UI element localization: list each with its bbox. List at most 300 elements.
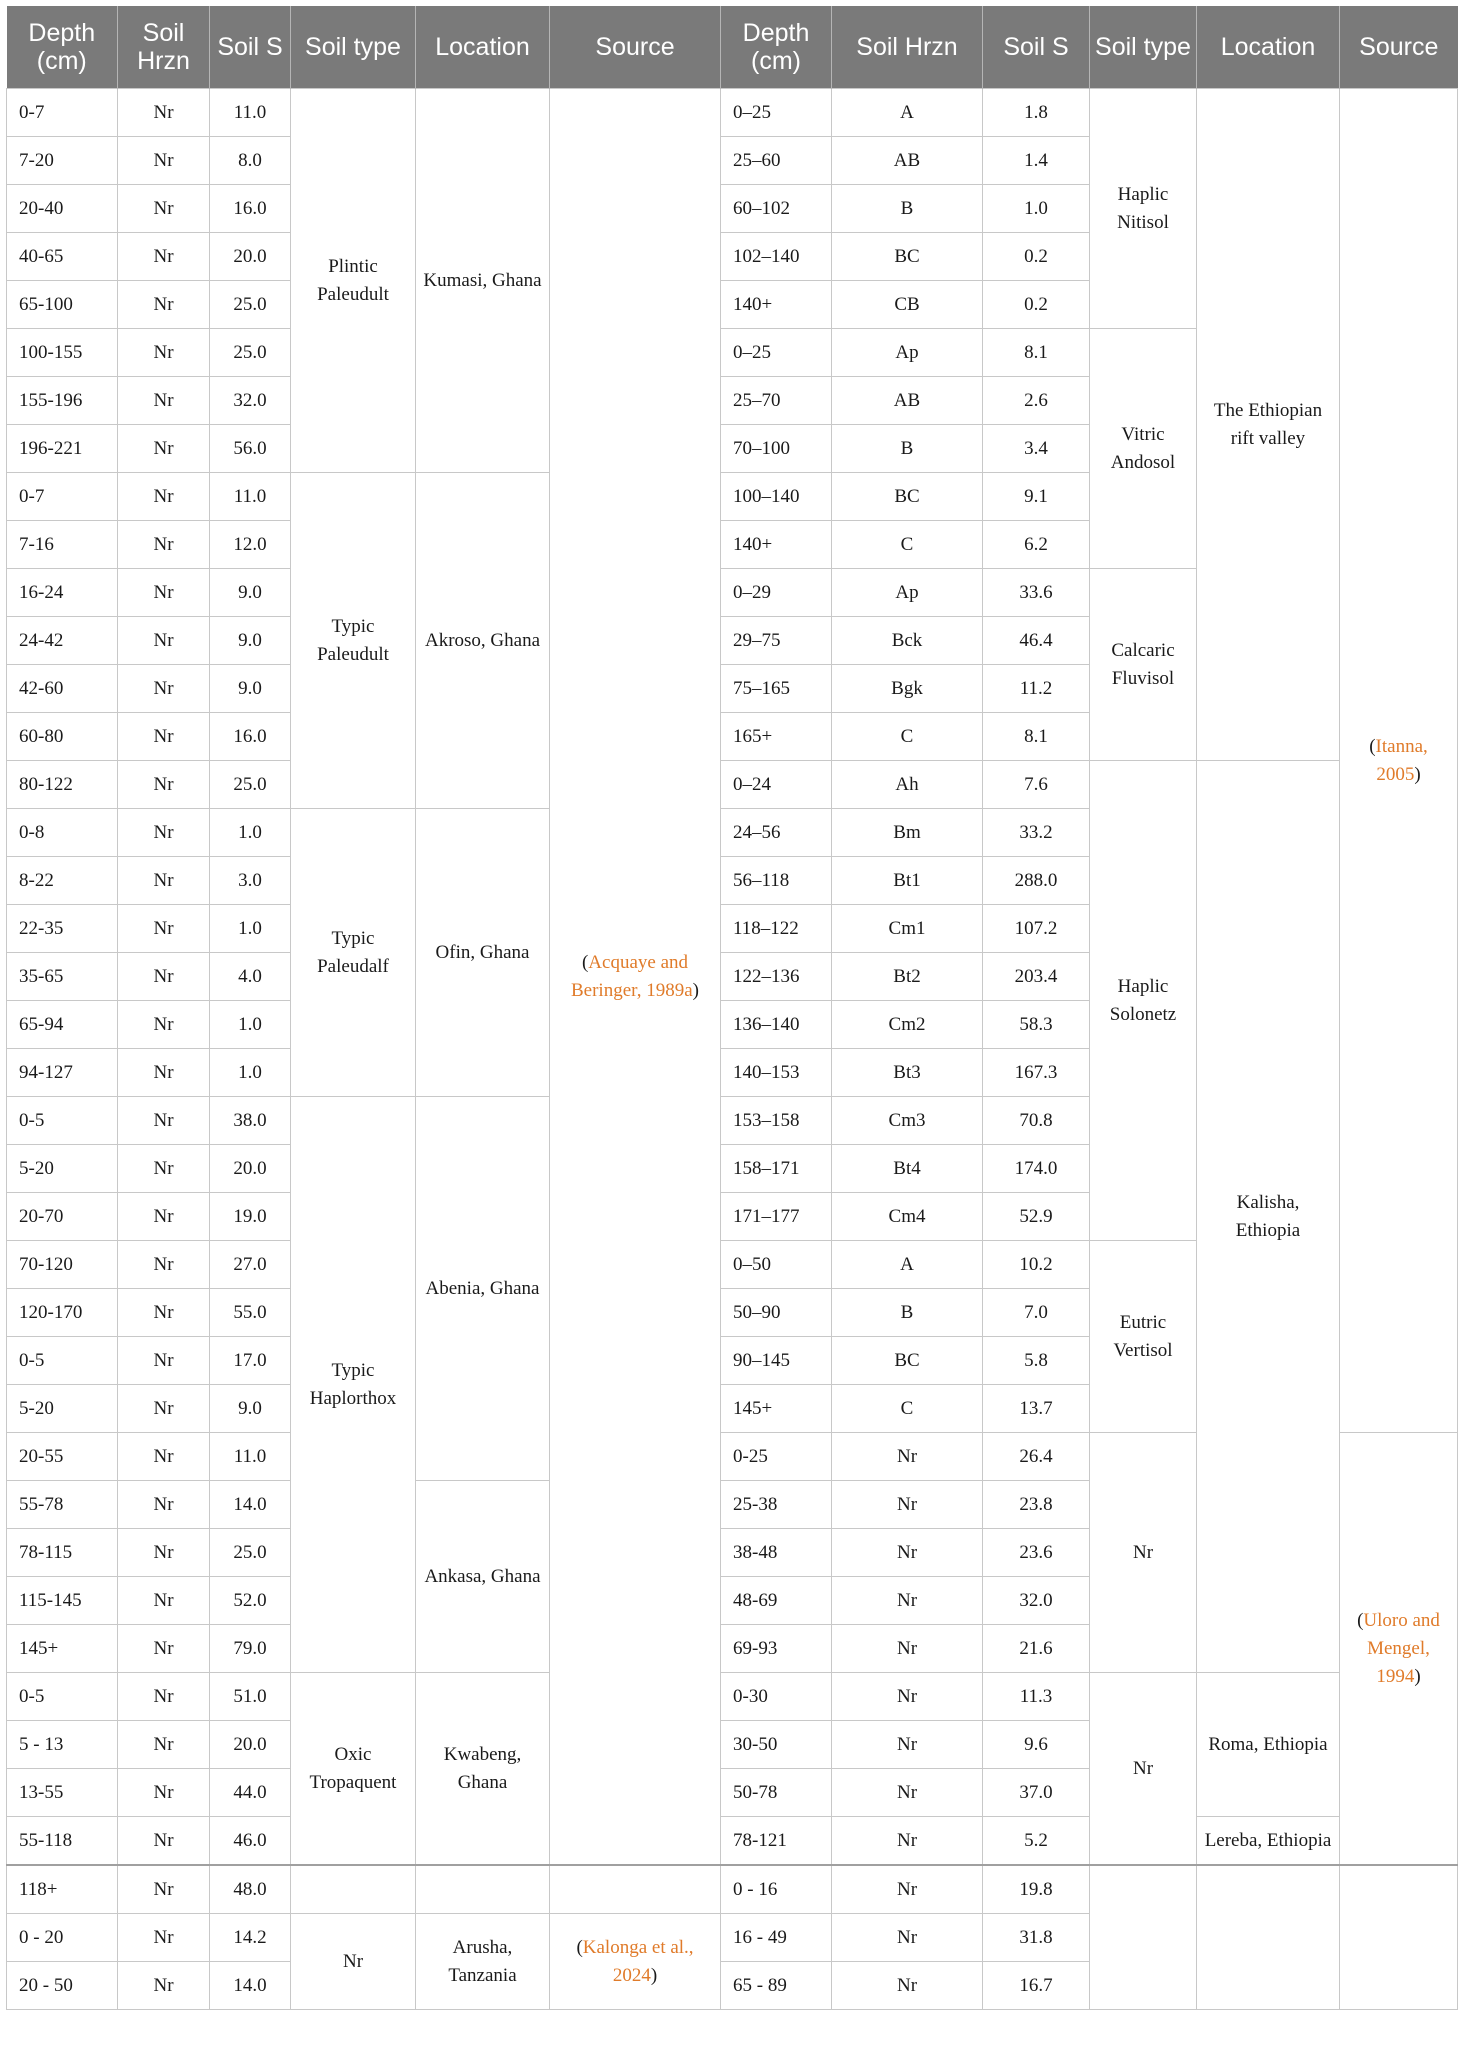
- location-cell: [416, 89, 550, 473]
- depth-cell-right: 25-38: [721, 1481, 832, 1529]
- location-cell: [416, 473, 550, 809]
- soil-s-cell: 46.0: [210, 1817, 291, 1866]
- soil-horizon-cell: Nr: [118, 713, 210, 761]
- soil-s-cell-right: 21.6: [983, 1625, 1090, 1673]
- soil-horizon-cell: Nr: [118, 233, 210, 281]
- depth-cell-right: 118–122: [721, 905, 832, 953]
- soil-sulfur-table: [6, 6, 1458, 2010]
- citation-link[interactable]: Acquaye and Beringer, 1989a: [571, 951, 693, 1001]
- header-depth: Depth (cm): [7, 6, 118, 89]
- citation-open-paren: (: [1369, 735, 1376, 757]
- soil-type-cell-right-text: Haplic Nitisol: [1117, 183, 1169, 233]
- depth-cell-right: 171–177: [721, 1193, 832, 1241]
- location-cell-right-text: Kalisha, Ethiopia: [1235, 1191, 1301, 1241]
- depth-cell-right: 30-50: [721, 1721, 832, 1769]
- soil-type-cell: [291, 1914, 416, 2010]
- soil-s-cell: 17.0: [210, 1337, 291, 1385]
- soil-s-cell-right: 0.2: [983, 281, 1090, 329]
- soil-s-cell-right: 8.1: [983, 713, 1090, 761]
- soil-horizon-cell-right: A: [832, 89, 983, 137]
- soil-type-cell-text: Nr: [342, 1950, 364, 1972]
- soil-horizon-cell: Nr: [118, 1385, 210, 1433]
- soil-s-cell-right: 13.7: [983, 1385, 1090, 1433]
- soil-s-cell-right: 288.0: [983, 857, 1090, 905]
- soil-s-cell: 25.0: [210, 1529, 291, 1577]
- soil-s-cell-right: 70.8: [983, 1097, 1090, 1145]
- depth-cell-right: 0–50: [721, 1241, 832, 1289]
- soil-s-cell: 8.0: [210, 137, 291, 185]
- depth-cell-right: 50-78: [721, 1769, 832, 1817]
- soil-horizon-cell-right: AB: [832, 377, 983, 425]
- header-soil-horizon-2: Soil Hrzn: [832, 6, 983, 89]
- depth-cell: 60-80: [7, 713, 118, 761]
- header-soil-s: Soil S: [210, 6, 291, 89]
- soil-horizon-cell: Nr: [118, 761, 210, 809]
- depth-cell-right: 75–165: [721, 665, 832, 713]
- soil-horizon-cell-right: B: [832, 185, 983, 233]
- header-soil-type: Soil type: [291, 6, 416, 89]
- soil-type-cell-right-text: Calcaric Fluvisol: [1111, 639, 1175, 689]
- soil-horizon-cell-right: Bt2: [832, 953, 983, 1001]
- source-cell-right: [1340, 1433, 1458, 1866]
- soil-type-cell-right-text: Nr: [1132, 1541, 1154, 1563]
- soil-horizon-cell-right: B: [832, 1289, 983, 1337]
- source-cell: [550, 1865, 721, 1914]
- citation-link[interactable]: Uloro and Mengel, 1994: [1363, 1609, 1440, 1687]
- depth-cell: 145+: [7, 1625, 118, 1673]
- header-soil-horizon: Soil Hrzn: [118, 6, 210, 89]
- depth-cell: 5-20: [7, 1385, 118, 1433]
- soil-s-cell: 12.0: [210, 521, 291, 569]
- depth-cell: 35-65: [7, 953, 118, 1001]
- location-cell-right: [1197, 89, 1340, 761]
- depth-cell-right: 48-69: [721, 1577, 832, 1625]
- soil-s-cell: 14.0: [210, 1481, 291, 1529]
- soil-s-cell: 20.0: [210, 1721, 291, 1769]
- depth-cell: 8-22: [7, 857, 118, 905]
- soil-horizon-cell: Nr: [118, 1193, 210, 1241]
- location-cell-right: [1197, 761, 1340, 1673]
- soil-type-cell: [291, 809, 416, 1097]
- soil-horizon-cell: Nr: [118, 1145, 210, 1193]
- depth-cell-right: 165+: [721, 713, 832, 761]
- location-cell-text: Kwabeng, Ghana: [443, 1743, 522, 1793]
- depth-cell: 118+: [7, 1865, 118, 1914]
- depth-cell-right: 56–118: [721, 857, 832, 905]
- depth-cell-right: 140+: [721, 281, 832, 329]
- soil-horizon-cell: Nr: [118, 185, 210, 233]
- soil-s-cell-right: 8.1: [983, 329, 1090, 377]
- depth-cell-right: 50–90: [721, 1289, 832, 1337]
- soil-s-cell-right: 107.2: [983, 905, 1090, 953]
- citation-open-paren: (: [1357, 1609, 1364, 1631]
- header-source: Source: [550, 6, 721, 89]
- soil-s-cell: 25.0: [210, 281, 291, 329]
- header-source-2: Source: [1340, 6, 1458, 89]
- soil-horizon-cell: Nr: [118, 1673, 210, 1721]
- soil-horizon-cell: Nr: [118, 1721, 210, 1769]
- soil-type-cell: [291, 89, 416, 473]
- header-soil-type-2: Soil type: [1090, 6, 1197, 89]
- soil-horizon-cell-right: Nr: [832, 1962, 983, 2010]
- soil-s-cell-right: 6.2: [983, 521, 1090, 569]
- soil-horizon-cell-right: BC: [832, 233, 983, 281]
- soil-s-cell-right: 32.0: [983, 1577, 1090, 1625]
- soil-s-cell-right: 58.3: [983, 1001, 1090, 1049]
- citation-link[interactable]: Kalonga et al., 2024: [582, 1936, 694, 1986]
- depth-cell: 55-118: [7, 1817, 118, 1866]
- soil-s-cell: 4.0: [210, 953, 291, 1001]
- source-cell: [550, 1914, 721, 2010]
- depth-cell: 0-5: [7, 1097, 118, 1145]
- soil-horizon-cell-right: Cm1: [832, 905, 983, 953]
- soil-s-cell-right: 23.8: [983, 1481, 1090, 1529]
- soil-type-cell-right-text: Nr: [1132, 1757, 1154, 1779]
- depth-cell: 5-20: [7, 1145, 118, 1193]
- depth-cell: 0-7: [7, 473, 118, 521]
- table-row: [7, 1817, 1458, 1866]
- citation-open-paren: (: [576, 1936, 583, 1958]
- soil-horizon-cell-right: Ap: [832, 569, 983, 617]
- soil-horizon-cell-right: Ap: [832, 329, 983, 377]
- soil-horizon-cell-right: C: [832, 521, 983, 569]
- soil-horizon-cell: Nr: [118, 1433, 210, 1481]
- table-row: [7, 761, 1458, 809]
- soil-s-cell: 1.0: [210, 1001, 291, 1049]
- soil-horizon-cell: Nr: [118, 1769, 210, 1817]
- soil-s-cell-right: 11.2: [983, 665, 1090, 713]
- location-cell-text: Abenia, Ghana: [425, 1277, 540, 1299]
- header-location-2: Location: [1197, 6, 1340, 89]
- soil-horizon-cell: Nr: [118, 521, 210, 569]
- soil-horizon-cell: Nr: [118, 953, 210, 1001]
- soil-s-cell-right: 1.0: [983, 185, 1090, 233]
- soil-horizon-cell: Nr: [118, 425, 210, 473]
- depth-cell: 22-35: [7, 905, 118, 953]
- location-cell-text: Akroso, Ghana: [424, 629, 541, 651]
- depth-cell: 100-155: [7, 329, 118, 377]
- depth-cell-right: 60–102: [721, 185, 832, 233]
- depth-cell-right: 0-30: [721, 1673, 832, 1721]
- header-location: Location: [416, 6, 550, 89]
- location-cell-right-text: Lereba, Ethiopia: [1204, 1829, 1332, 1851]
- soil-horizon-cell-right: Nr: [832, 1673, 983, 1721]
- soil-s-cell-right: 19.8: [983, 1865, 1090, 1914]
- soil-s-cell: 20.0: [210, 1145, 291, 1193]
- depth-cell-right: 0–25: [721, 329, 832, 377]
- soil-horizon-cell: Nr: [118, 905, 210, 953]
- location-cell-text: Arusha, Tanzania: [448, 1936, 517, 1986]
- location-cell: [416, 1097, 550, 1481]
- soil-horizon-cell-right: Nr: [832, 1769, 983, 1817]
- soil-s-cell: 9.0: [210, 665, 291, 713]
- soil-horizon-cell-right: Nr: [832, 1817, 983, 1866]
- location-cell-text: Ofin, Ghana: [435, 941, 530, 963]
- soil-horizon-cell: Nr: [118, 1625, 210, 1673]
- depth-cell-right: 16 - 49: [721, 1914, 832, 1962]
- location-cell-right-text: Roma, Ethiopia: [1208, 1733, 1328, 1755]
- location-cell-text: Kumasi, Ghana: [423, 269, 542, 291]
- soil-s-cell: 16.0: [210, 713, 291, 761]
- soil-s-cell-right: 2.6: [983, 377, 1090, 425]
- location-cell: [416, 1865, 550, 1914]
- soil-s-cell: 9.0: [210, 569, 291, 617]
- depth-cell-right: 136–140: [721, 1001, 832, 1049]
- soil-type-cell-text: Typic Paleudult: [317, 615, 389, 665]
- soil-s-cell-right: 3.4: [983, 425, 1090, 473]
- soil-s-cell-right: 23.6: [983, 1529, 1090, 1577]
- soil-horizon-cell: Nr: [118, 1577, 210, 1625]
- depth-cell-right: 102–140: [721, 233, 832, 281]
- depth-cell-right: 29–75: [721, 617, 832, 665]
- soil-s-cell-right: 52.9: [983, 1193, 1090, 1241]
- depth-cell-right: 90–145: [721, 1337, 832, 1385]
- location-cell-right-text: The Ethiopian rift valley: [1213, 399, 1323, 449]
- soil-type-cell-right: [1090, 1241, 1197, 1433]
- depth-cell: 0 - 20: [7, 1914, 118, 1962]
- soil-s-cell: 27.0: [210, 1241, 291, 1289]
- depth-cell: 65-94: [7, 1001, 118, 1049]
- soil-s-cell-right: 46.4: [983, 617, 1090, 665]
- soil-s-cell: 55.0: [210, 1289, 291, 1337]
- soil-s-cell: 3.0: [210, 857, 291, 905]
- soil-horizon-cell: Nr: [118, 1865, 210, 1914]
- soil-horizon-cell-right: Nr: [832, 1625, 983, 1673]
- soil-horizon-cell-right: C: [832, 713, 983, 761]
- soil-type-cell: [291, 1865, 416, 1914]
- soil-type-cell-right: [1090, 761, 1197, 1241]
- location-cell: [416, 1481, 550, 1673]
- citation-close-paren: ): [650, 1964, 658, 1986]
- soil-horizon-cell-right: Cm2: [832, 1001, 983, 1049]
- location-cell-right: [1197, 1865, 1340, 2010]
- soil-s-cell: 19.0: [210, 1193, 291, 1241]
- soil-horizon-cell-right: Bck: [832, 617, 983, 665]
- soil-horizon-cell-right: A: [832, 1241, 983, 1289]
- depth-cell: 24-42: [7, 617, 118, 665]
- soil-s-cell-right: 9.1: [983, 473, 1090, 521]
- soil-horizon-cell: Nr: [118, 1962, 210, 2010]
- source-cell-right: [1340, 89, 1458, 1433]
- soil-s-cell: 16.0: [210, 185, 291, 233]
- soil-s-cell: 1.0: [210, 1049, 291, 1097]
- soil-horizon-cell-right: Bgk: [832, 665, 983, 713]
- depth-cell-right: 38-48: [721, 1529, 832, 1577]
- depth-cell: 20-70: [7, 1193, 118, 1241]
- depth-cell: 0-5: [7, 1673, 118, 1721]
- soil-horizon-cell: Nr: [118, 89, 210, 137]
- soil-s-cell: 20.0: [210, 233, 291, 281]
- soil-horizon-cell: Nr: [118, 1529, 210, 1577]
- location-cell: [416, 1673, 550, 1866]
- soil-s-cell-right: 26.4: [983, 1433, 1090, 1481]
- soil-s-cell-right: 33.2: [983, 809, 1090, 857]
- soil-s-cell-right: 33.6: [983, 569, 1090, 617]
- table-row: [7, 1673, 1458, 1721]
- soil-s-cell: 11.0: [210, 89, 291, 137]
- depth-cell: 20 - 50: [7, 1962, 118, 2010]
- soil-s-cell: 9.0: [210, 1385, 291, 1433]
- depth-cell: 20-55: [7, 1433, 118, 1481]
- depth-cell: 78-115: [7, 1529, 118, 1577]
- soil-horizon-cell: Nr: [118, 617, 210, 665]
- depth-cell-right: 140–153: [721, 1049, 832, 1097]
- soil-horizon-cell-right: B: [832, 425, 983, 473]
- depth-cell: 7-16: [7, 521, 118, 569]
- location-cell-right: [1197, 1673, 1340, 1817]
- soil-horizon-cell-right: Nr: [832, 1529, 983, 1577]
- depth-cell: 196-221: [7, 425, 118, 473]
- soil-horizon-cell-right: Nr: [832, 1433, 983, 1481]
- soil-horizon-cell-right: CB: [832, 281, 983, 329]
- soil-s-cell-right: 16.7: [983, 1962, 1090, 2010]
- header-row: [7, 6, 1458, 89]
- soil-s-cell-right: 37.0: [983, 1769, 1090, 1817]
- soil-s-cell: 25.0: [210, 761, 291, 809]
- soil-horizon-cell-right: Nr: [832, 1721, 983, 1769]
- source-cell: [550, 89, 721, 1866]
- soil-type-cell-right: [1090, 329, 1197, 569]
- depth-cell-right: 70–100: [721, 425, 832, 473]
- depth-cell-right: 158–171: [721, 1145, 832, 1193]
- depth-cell-right: 145+: [721, 1385, 832, 1433]
- soil-horizon-cell: Nr: [118, 1914, 210, 1962]
- depth-cell: 7-20: [7, 137, 118, 185]
- soil-s-cell-right: 174.0: [983, 1145, 1090, 1193]
- depth-cell-right: 69-93: [721, 1625, 832, 1673]
- soil-type-cell-right: [1090, 89, 1197, 329]
- soil-horizon-cell-right: Cm3: [832, 1097, 983, 1145]
- soil-type-cell: [291, 473, 416, 809]
- soil-s-cell: 38.0: [210, 1097, 291, 1145]
- soil-horizon-cell: Nr: [118, 569, 210, 617]
- soil-horizon-cell: Nr: [118, 473, 210, 521]
- soil-horizon-cell: Nr: [118, 377, 210, 425]
- table-row: [7, 89, 1458, 137]
- soil-s-cell-right: 0.2: [983, 233, 1090, 281]
- soil-horizon-cell-right: Nr: [832, 1914, 983, 1962]
- soil-type-cell: [291, 1673, 416, 1866]
- soil-s-cell: 56.0: [210, 425, 291, 473]
- soil-type-cell-right-text: Eutric Vertisol: [1113, 1311, 1173, 1361]
- soil-s-cell-right: 7.0: [983, 1289, 1090, 1337]
- soil-s-cell-right: 203.4: [983, 953, 1090, 1001]
- soil-horizon-cell-right: Bm: [832, 809, 983, 857]
- depth-cell-right: 65 - 89: [721, 1962, 832, 2010]
- soil-horizon-cell-right: Nr: [832, 1577, 983, 1625]
- table-body: [7, 89, 1458, 2010]
- location-cell: [416, 809, 550, 1097]
- soil-horizon-cell-right: Nr: [832, 1481, 983, 1529]
- soil-type-cell-right-text: Haplic Solonetz: [1109, 975, 1177, 1025]
- depth-cell-right: 25–70: [721, 377, 832, 425]
- soil-horizon-cell-right: Bt4: [832, 1145, 983, 1193]
- soil-horizon-cell: Nr: [118, 1097, 210, 1145]
- soil-s-cell: 32.0: [210, 377, 291, 425]
- soil-horizon-cell-right: Bt1: [832, 857, 983, 905]
- soil-horizon-cell-right: AB: [832, 137, 983, 185]
- depth-cell: 0-8: [7, 809, 118, 857]
- soil-type-cell-text: Oxic Tropaquent: [309, 1743, 397, 1793]
- soil-horizon-cell-right: BC: [832, 473, 983, 521]
- source-cell-right: [1340, 1865, 1458, 2010]
- depth-cell-right: 122–136: [721, 953, 832, 1001]
- depth-cell-right: 24–56: [721, 809, 832, 857]
- soil-type-cell-right: [1090, 1433, 1197, 1673]
- location-cell-text: Ankasa, Ghana: [424, 1565, 541, 1587]
- soil-s-cell-right: 5.2: [983, 1817, 1090, 1866]
- soil-s-cell-right: 9.6: [983, 1721, 1090, 1769]
- depth-cell: 42-60: [7, 665, 118, 713]
- soil-type-cell-right-text: Vitric Andosol: [1110, 423, 1176, 473]
- depth-cell-right: 0–24: [721, 761, 832, 809]
- soil-horizon-cell-right: C: [832, 1385, 983, 1433]
- depth-cell: 20-40: [7, 185, 118, 233]
- header-soil-s-2: Soil S: [983, 6, 1090, 89]
- depth-cell: 115-145: [7, 1577, 118, 1625]
- depth-cell: 94-127: [7, 1049, 118, 1097]
- soil-horizon-cell: Nr: [118, 1337, 210, 1385]
- soil-s-cell-right: 10.2: [983, 1241, 1090, 1289]
- soil-s-cell: 14.0: [210, 1962, 291, 2010]
- soil-horizon-cell: Nr: [118, 857, 210, 905]
- soil-horizon-cell: Nr: [118, 1049, 210, 1097]
- soil-s-cell-right: 7.6: [983, 761, 1090, 809]
- soil-horizon-cell-right: Nr: [832, 1865, 983, 1914]
- soil-s-cell-right: 1.4: [983, 137, 1090, 185]
- location-cell: [416, 1914, 550, 2010]
- depth-cell-right: 100–140: [721, 473, 832, 521]
- soil-s-cell: 52.0: [210, 1577, 291, 1625]
- soil-horizon-cell: Nr: [118, 1289, 210, 1337]
- depth-cell: 155-196: [7, 377, 118, 425]
- depth-cell-right: 153–158: [721, 1097, 832, 1145]
- soil-type-cell-right: [1090, 569, 1197, 761]
- table-row: [7, 1865, 1458, 1914]
- depth-cell-right: 0 - 16: [721, 1865, 832, 1914]
- soil-horizon-cell: Nr: [118, 1817, 210, 1866]
- citation-open-paren: (: [581, 951, 589, 973]
- soil-horizon-cell-right: BC: [832, 1337, 983, 1385]
- citation-link[interactable]: Itanna, 2005: [1375, 735, 1428, 785]
- soil-s-cell: 44.0: [210, 1769, 291, 1817]
- soil-horizon-cell: Nr: [118, 329, 210, 377]
- soil-type-cell: [291, 1097, 416, 1673]
- soil-horizon-cell: Nr: [118, 137, 210, 185]
- depth-cell-right: 140+: [721, 521, 832, 569]
- soil-s-cell-right: 11.3: [983, 1673, 1090, 1721]
- citation-close-paren: ): [1414, 1665, 1421, 1687]
- soil-s-cell: 1.0: [210, 905, 291, 953]
- soil-s-cell-right: 5.8: [983, 1337, 1090, 1385]
- depth-cell: 0-5: [7, 1337, 118, 1385]
- soil-s-cell: 79.0: [210, 1625, 291, 1673]
- depth-cell: 65-100: [7, 281, 118, 329]
- depth-cell-right: 78-121: [721, 1817, 832, 1866]
- soil-horizon-cell-right: Ah: [832, 761, 983, 809]
- depth-cell: 80-122: [7, 761, 118, 809]
- soil-horizon-cell-right: Bt3: [832, 1049, 983, 1097]
- depth-cell: 16-24: [7, 569, 118, 617]
- depth-cell: 0-7: [7, 89, 118, 137]
- soil-horizon-cell: Nr: [118, 1001, 210, 1049]
- soil-s-cell: 51.0: [210, 1673, 291, 1721]
- soil-table-container: [6, 6, 1457, 2010]
- soil-type-cell-text: Typic Paleudalf: [317, 927, 389, 977]
- soil-s-cell: 14.2: [210, 1914, 291, 1962]
- soil-s-cell-right: 167.3: [983, 1049, 1090, 1097]
- soil-s-cell: 25.0: [210, 329, 291, 377]
